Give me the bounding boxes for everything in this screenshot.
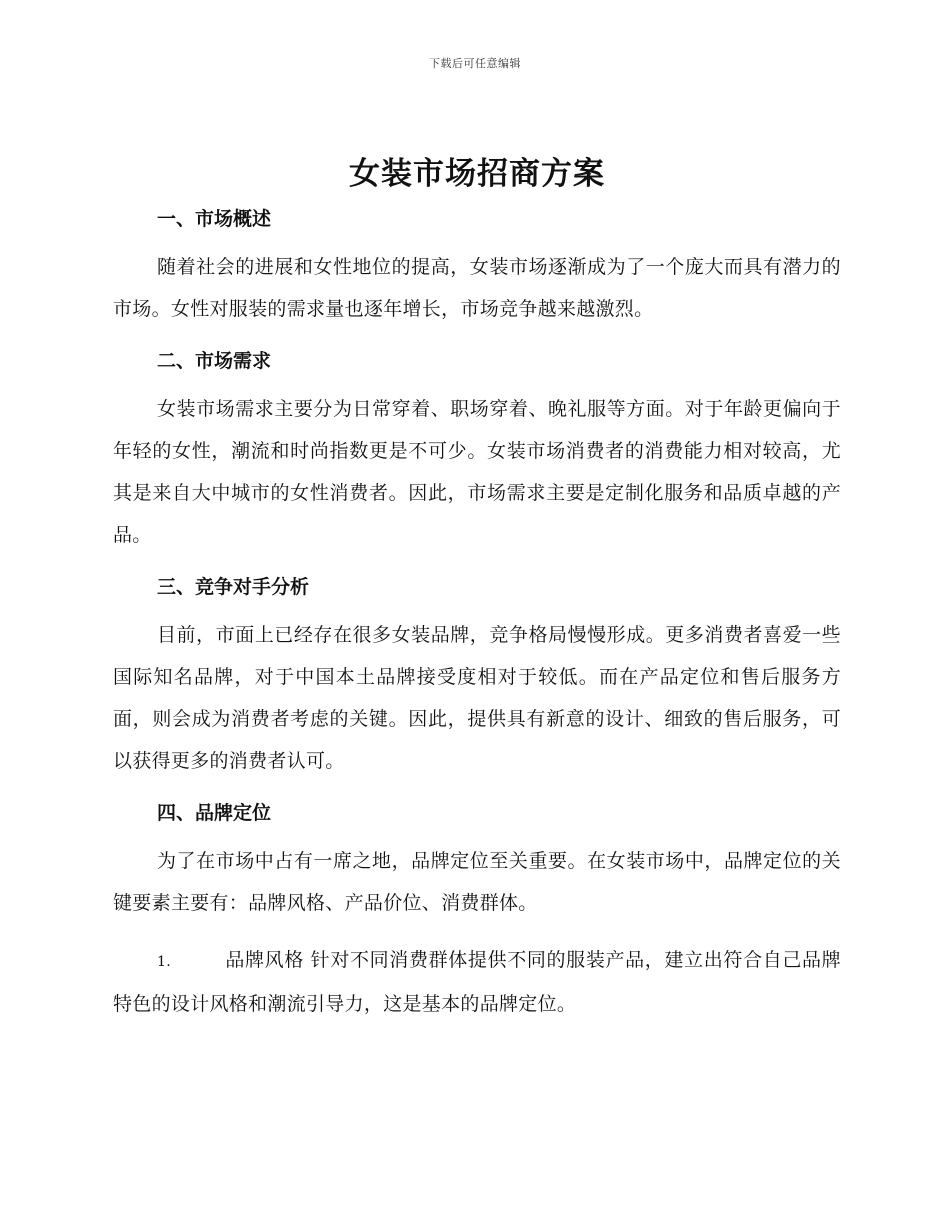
section-heading-positioning: 四、品牌定位 (157, 802, 272, 824)
spacer (113, 924, 841, 939)
paragraph-demand: 女装市场需求主要分为日常穿着、职场穿着、晚礼服等方面。对于年龄更偏向于年轻的女性，潮流和时尚指数更是不可少。女装市场消费者的消费能力相对较高，尤其是来自大中城市的女性消费者。因此，市场需求主要是定制化服务和品质卓越的产品。 (113, 398, 841, 546)
list-item-number: 1. (157, 954, 171, 970)
paragraph-overview: 随着社会的进展和女性地位的提高，女装市场逐渐成为了一个庞大而具有潜力的市场。女性对服装的需求量也逐年增长，市场竞争越来越激烈。 (113, 256, 841, 320)
spacer (113, 235, 841, 246)
document-title: 女装市场招商方案 (349, 156, 605, 192)
document-body (113, 145, 841, 1025)
paragraph-positioning: 为了在市场中占有一席之地，品牌定位至关重要。在女装市场中，品牌定位的关键要素主要有：品牌风格、产品价位、消费群体。 (113, 850, 841, 914)
spacer (113, 556, 841, 571)
section-heading-overview: 一、市场概述 (157, 208, 272, 230)
spacer (113, 829, 841, 840)
section-heading-competitors: 三、竞争对手分析 (157, 576, 310, 598)
spacer (113, 782, 841, 797)
list-item-text: 品牌风格 针对不同消费群体提供不同的服装产品，建立出符合自己品牌特色的设计风格和潮流引导力，这是基本的品牌定位。 (113, 949, 841, 1015)
header-note: 下载后可任意编辑 (429, 57, 521, 70)
section-heading-demand: 二、市场需求 (157, 350, 272, 372)
spacer (113, 377, 841, 388)
spacer (113, 603, 841, 614)
spacer (113, 330, 841, 345)
paragraph-competitors: 目前，市面上已经存在很多女装品牌，竞争格局慢慢形成。更多消费者喜爱一些国际知名品牌，对于中国本土品牌接受度相对于较低。而在产品定位和售后服务方面，则会成为消费者考虑的关键。因此，提供具有新意的设计、细致的售后服务，可以获得更多的消费者认可。 (113, 624, 841, 772)
list-item (113, 939, 841, 1025)
